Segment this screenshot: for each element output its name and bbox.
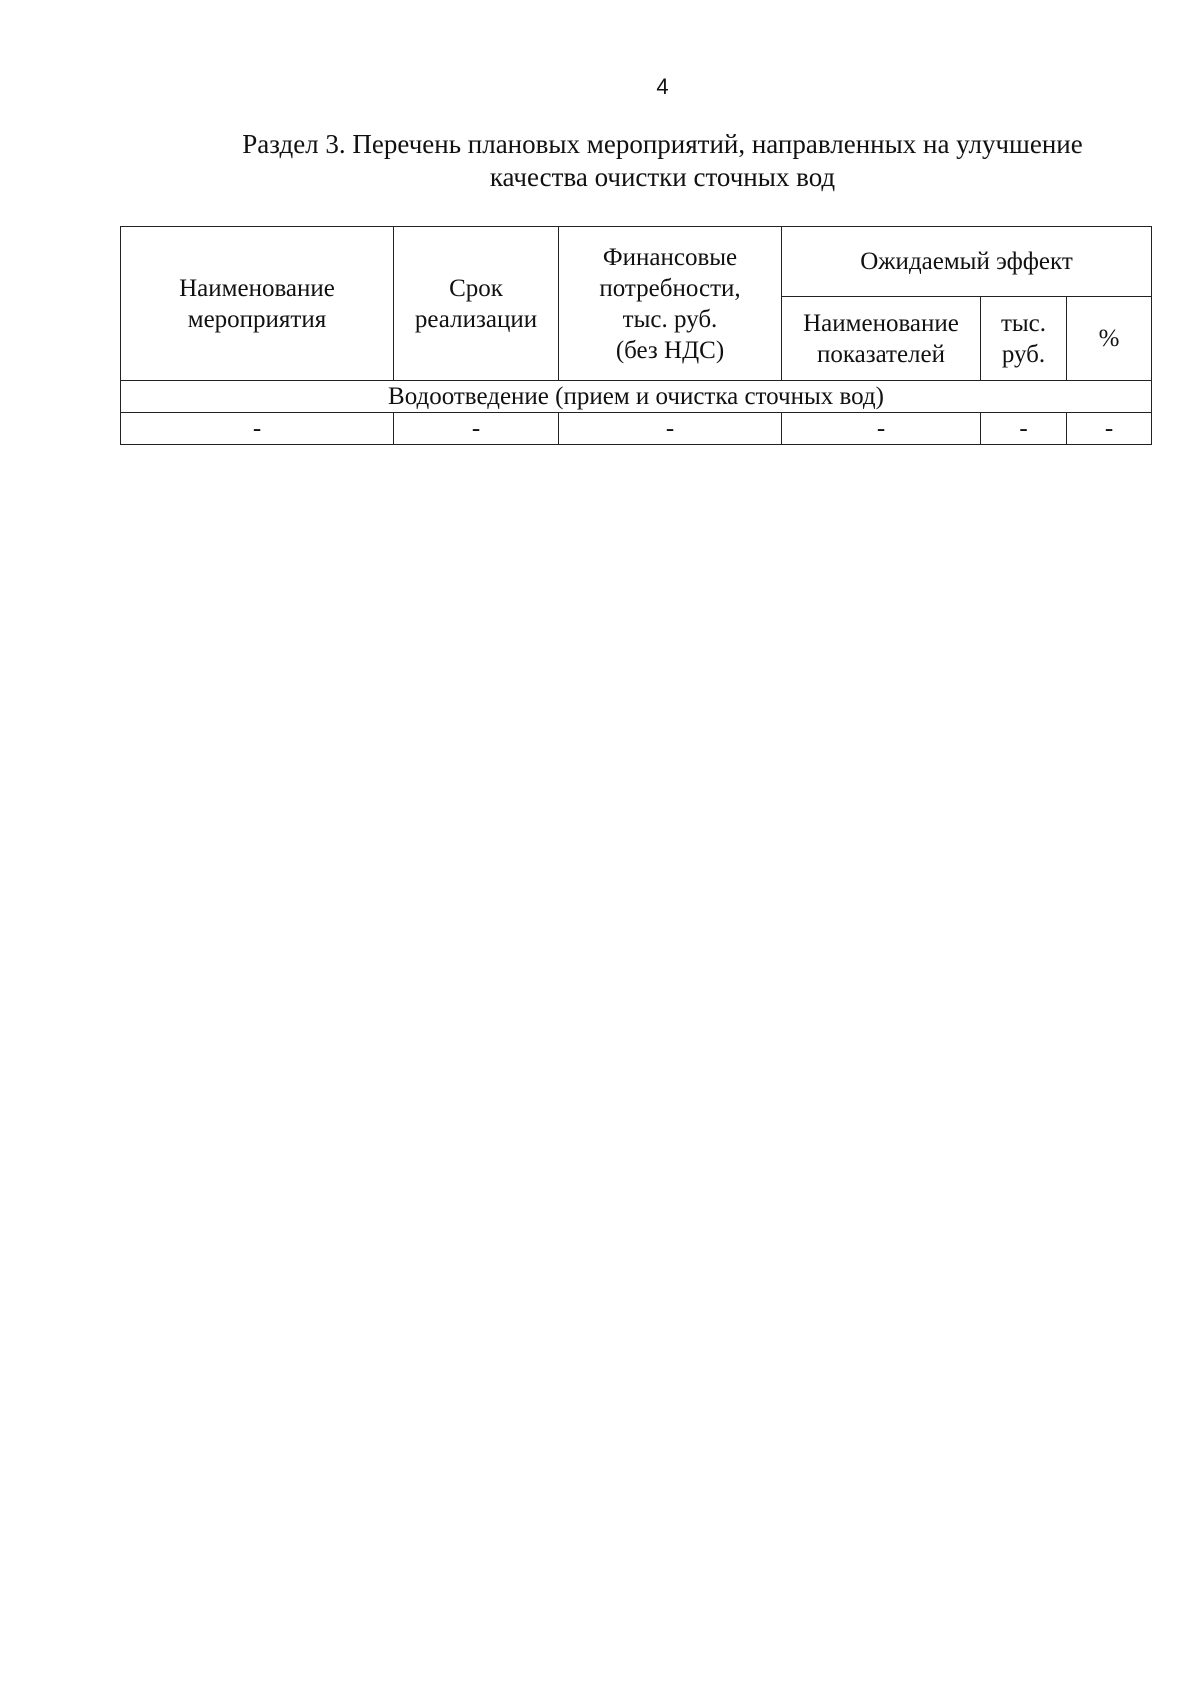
section-title-line-2: качества очистки сточных вод [489, 162, 836, 192]
header-indicator-name [782, 297, 981, 381]
header-row-1 [121, 227, 1152, 297]
header-finance [559, 227, 782, 381]
header-measure-name-line-1: Наименование [179, 274, 335, 302]
measures-table [120, 226, 1152, 445]
section-title-line-1: Раздел 3. Перечень плановых мероприятий, направленных на улучшение [242, 129, 1083, 159]
header-term [394, 227, 559, 381]
table-row [121, 413, 1152, 445]
table-cell: - [394, 413, 559, 445]
page-number: 4 [656, 74, 669, 99]
group-row [121, 381, 1152, 413]
header-finance-line-4: (без НДС) [615, 336, 725, 364]
table-cell: - [782, 413, 981, 445]
header-measure-name-line-2: мероприятия [187, 305, 327, 333]
header-thousand-rub-line-1: тыс. [1000, 309, 1047, 337]
header-term-line-1: Срок [449, 274, 503, 302]
header-thousand-rub [981, 297, 1067, 381]
table-cell: - [121, 413, 394, 445]
table-cell: - [559, 413, 782, 445]
group-label: Водоотведение (прием и очистка сточных вод) [121, 381, 1152, 413]
section-title [200, 128, 1125, 194]
header-percent: % [1067, 297, 1152, 381]
header-finance-line-3: тыс. руб. [622, 305, 718, 333]
header-indicator-name-line-2: показателей [816, 340, 946, 368]
header-measure-name [121, 227, 394, 381]
header-finance-line-1: Финансовые [602, 243, 738, 271]
header-expected-effect: Ожидаемый эффект [782, 227, 1152, 297]
header-term-line-2: реализации [414, 305, 538, 333]
table-cell: - [1067, 413, 1152, 445]
header-indicator-name-line-1: Наименование [803, 309, 959, 337]
table-cell: - [981, 413, 1067, 445]
header-finance-line-2: потребности, [599, 274, 741, 302]
header-thousand-rub-line-2: руб. [1001, 340, 1046, 368]
